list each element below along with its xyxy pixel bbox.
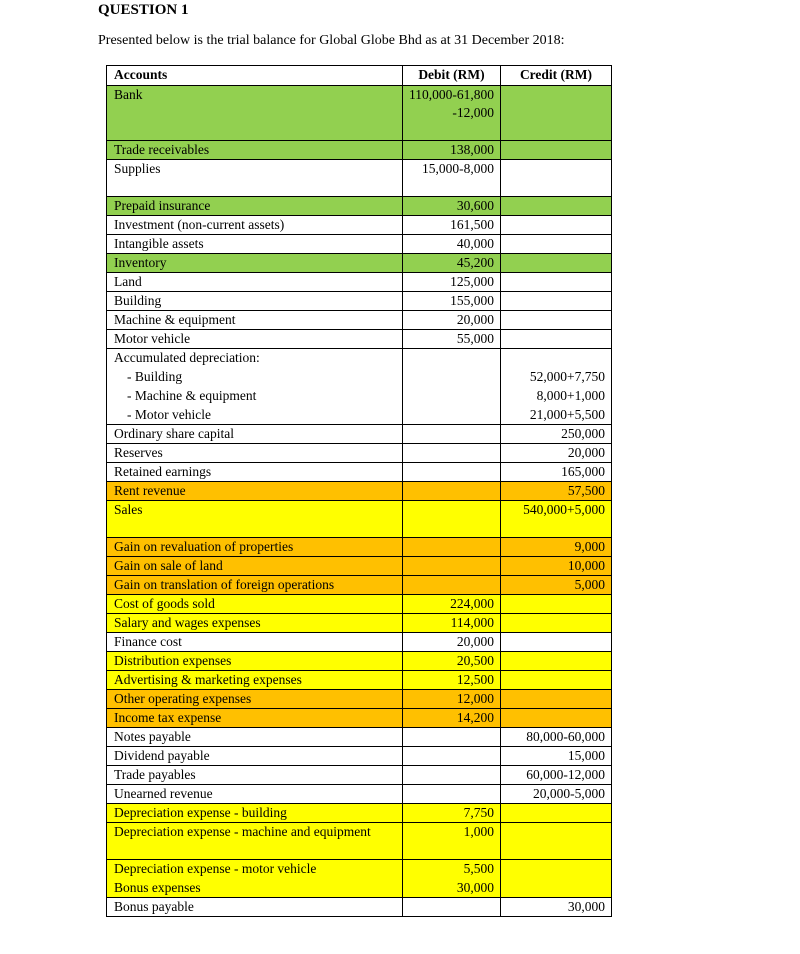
account-cell-text: Depreciation expense - machine and equipment [114,824,371,839]
credit-cell-text: 52,000+7,750 [529,368,605,384]
account-cell-text: Accumulated depreciation: [114,350,260,365]
credit-cell [501,406,612,425]
intro-text: Presented below is the trial balance for Global Globe Bhd as at 31 December 2018: [98,33,565,48]
debit-cell [403,216,501,235]
account-cell [107,160,403,197]
credit-cell [501,652,612,671]
credit-cell-text: 21,000+5,500 [529,406,605,422]
trial-balance-table [106,65,612,917]
debit-cell-text: 161,500 [450,217,494,232]
table-row [107,368,612,387]
credit-cell [501,216,612,235]
debit-cell-text: 20,000 [456,312,494,327]
debit-cell-text: 114,000 [450,615,494,630]
account-cell-text: Investment (non-current assets) [114,217,285,232]
table-row [107,235,612,254]
credit-cell-text: 20,000 [567,445,605,460]
account-cell [107,463,403,482]
debit-cell [403,595,501,614]
table-row [107,216,612,235]
account-cell-text: Intangible assets [114,236,204,251]
table-row [107,425,612,444]
credit-cell [501,349,612,368]
credit-cell-text: 5,000 [574,577,605,592]
table-row [107,538,612,557]
table-row [107,766,612,785]
account-cell [107,709,403,728]
account-cell-text: Unearned revenue [114,786,213,801]
debit-cell-text: 7,750 [463,805,494,820]
account-cell [107,254,403,273]
account-cell-text: Depreciation expense - building [114,805,287,820]
account-cell-text: Gain on sale of land [114,558,223,573]
account-cell [107,538,403,557]
account-cell-text: Bonus payable [114,899,194,914]
table-row [107,292,612,311]
account-cell [107,406,403,425]
account-cell-text: Bonus expenses [114,879,201,895]
credit-cell [501,368,612,387]
debit-cell [403,823,501,860]
account-cell [107,444,403,463]
table-row [107,595,612,614]
account-cell-text: Rent revenue [114,483,186,498]
credit-cell [501,197,612,216]
account-cell [107,368,403,387]
debit-cell-text: 110,000-61,800-12,000 [409,87,494,120]
account-cell [107,823,403,860]
question-heading: QUESTION 1 [98,2,189,18]
table-body [107,86,612,917]
account-cell [107,425,403,444]
table-row [107,387,612,406]
credit-cell-text: 165,000 [561,464,605,479]
account-cell [107,633,403,652]
account-cell-text: Income tax expense [114,710,222,725]
credit-cell [501,766,612,785]
account-cell-text: Trade payables [114,767,196,782]
credit-cell [501,860,612,879]
debit-cell [403,766,501,785]
account-cell-text: Cost of goods sold [114,596,215,611]
account-cell [107,671,403,690]
credit-cell-text: 60,000-12,000 [526,767,605,782]
debit-cell-text: 125,000 [450,274,494,289]
credit-cell [501,86,612,141]
account-cell-text: Trade receivables [114,142,210,157]
credit-cell [501,823,612,860]
table-row [107,633,612,652]
credit-cell-text: 30,000 [567,899,605,914]
debit-cell-text: 30,000 [456,879,494,895]
debit-cell [403,709,501,728]
debit-cell [403,463,501,482]
credit-cell [501,576,612,595]
credit-cell [501,614,612,633]
credit-cell [501,785,612,804]
debit-cell [403,501,501,538]
account-cell [107,197,403,216]
debit-cell [403,690,501,709]
debit-cell-text: 20,000 [456,634,494,649]
credit-cell [501,709,612,728]
account-cell [107,690,403,709]
account-cell-text: Gain on translation of foreign operations [114,577,335,592]
debit-cell-text: 40,000 [456,236,494,251]
debit-cell-text: 20,500 [456,653,494,668]
debit-cell [403,311,501,330]
debit-cell [403,728,501,747]
account-cell [107,652,403,671]
credit-cell [501,141,612,160]
table-row [107,86,612,141]
account-cell-text: - Motor vehicle [127,406,211,422]
debit-cell [403,368,501,387]
account-cell [107,804,403,823]
account-cell-text: Advertising & marketing expenses [114,672,302,687]
debit-cell [403,330,501,349]
debit-cell-text: 224,000 [450,596,494,611]
credit-cell-text: 20,000-5,000 [533,786,605,801]
table-row [107,671,612,690]
debit-cell-text: 14,200 [456,710,494,725]
account-cell [107,595,403,614]
table-row [107,349,612,368]
table-row [107,197,612,216]
table-row [107,879,612,898]
debit-cell [403,86,501,141]
credit-cell [501,879,612,898]
credit-cell [501,595,612,614]
account-cell [107,501,403,538]
account-cell [107,766,403,785]
debit-cell [403,444,501,463]
debit-cell-text: 55,000 [456,331,494,346]
table-row [107,311,612,330]
account-cell [107,482,403,501]
account-cell [107,141,403,160]
debit-cell [403,747,501,766]
debit-cell [403,141,501,160]
table-header-row [107,66,612,86]
account-cell-text: - Building [127,368,183,384]
debit-cell-text: 138,000 [450,142,494,157]
table-row [107,444,612,463]
debit-cell [403,576,501,595]
credit-cell [501,690,612,709]
table-row [107,804,612,823]
debit-cell-text: 45,200 [456,255,494,270]
credit-cell [501,330,612,349]
account-cell-text: Motor vehicle [114,331,191,346]
account-cell [107,879,403,898]
account-cell-text: Depreciation expense - motor vehicle [114,861,317,876]
debit-cell [403,652,501,671]
credit-cell-text: 15,000 [567,748,605,763]
debit-cell-text: 30,600 [456,198,494,213]
debit-cell [403,538,501,557]
account-cell [107,235,403,254]
table-row [107,141,612,160]
credit-cell [501,728,612,747]
account-cell-text: Reserves [114,445,163,460]
table-row [107,898,612,917]
credit-cell-text: 250,000 [561,426,605,441]
debit-cell [403,273,501,292]
account-cell [107,614,403,633]
credit-cell [501,444,612,463]
account-cell [107,747,403,766]
account-cell [107,785,403,804]
table-row [107,690,612,709]
account-cell-text: Machine & equipment [114,312,236,327]
debit-cell [403,614,501,633]
credit-cell [501,633,612,652]
debit-cell-text: 15,000-8,000 [422,161,494,176]
table-row [107,330,612,349]
table-row [107,709,612,728]
credit-cell-text: 540,000+5,000 [523,502,605,517]
credit-cell [501,425,612,444]
credit-cell-text: 10,000 [567,558,605,573]
credit-cell [501,254,612,273]
debit-cell [403,785,501,804]
credit-cell [501,804,612,823]
debit-cell [403,557,501,576]
credit-cell-text: 8,000+1,000 [536,387,605,403]
table-row [107,254,612,273]
table-row [107,406,612,425]
account-cell-text: Distribution expenses [114,653,232,668]
account-cell-text: Building [114,293,162,308]
credit-cell-text: 80,000-60,000 [526,729,605,744]
credit-cell [501,482,612,501]
account-cell [107,86,403,141]
debit-cell [403,235,501,254]
credit-cell [501,160,612,197]
debit-cell [403,804,501,823]
table-row [107,501,612,538]
account-cell [107,311,403,330]
table-row [107,160,612,197]
account-cell-text: Inventory [114,255,167,270]
credit-cell [501,463,612,482]
account-cell [107,292,403,311]
table-row [107,823,612,860]
table-row [107,747,612,766]
debit-cell [403,387,501,406]
debit-cell [403,633,501,652]
credit-cell [501,292,612,311]
credit-cell [501,898,612,917]
table-row [107,652,612,671]
credit-cell [501,538,612,557]
account-cell-text: Other operating expenses [114,691,252,706]
account-cell-text: Retained earnings [114,464,212,479]
account-cell [107,273,403,292]
debit-cell [403,425,501,444]
credit-cell [501,671,612,690]
credit-cell [501,235,612,254]
debit-cell [403,671,501,690]
account-cell-text: Sales [114,502,143,517]
account-cell-text: Bank [114,87,143,102]
account-cell [107,860,403,879]
table-row [107,463,612,482]
account-cell-text: Gain on revaluation of properties [114,539,294,554]
account-cell-text: Prepaid insurance [114,198,211,213]
account-cell [107,728,403,747]
debit-cell-text: 5,500 [463,861,494,876]
account-cell [107,557,403,576]
account-cell-text: Supplies [114,161,161,176]
table-row [107,728,612,747]
debit-cell [403,406,501,425]
table-row [107,576,612,595]
debit-cell [403,482,501,501]
account-cell [107,349,403,368]
account-cell-text: Dividend payable [114,748,210,763]
table-row [107,273,612,292]
debit-cell [403,860,501,879]
debit-header: Debit (RM) [403,66,501,86]
accounts-header: Accounts [107,66,403,86]
account-cell-text: Land [114,274,142,289]
debit-cell [403,197,501,216]
table-row [107,482,612,501]
credit-cell [501,311,612,330]
debit-cell [403,160,501,197]
credit-cell [501,273,612,292]
debit-cell-text: 12,500 [456,672,494,687]
credit-header: Credit (RM) [501,66,612,86]
debit-cell [403,254,501,273]
credit-cell [501,557,612,576]
account-cell [107,216,403,235]
credit-cell [501,387,612,406]
account-cell [107,898,403,917]
account-cell [107,330,403,349]
table-row [107,785,612,804]
debit-cell-text: 12,000 [456,691,494,706]
table-row [107,614,612,633]
credit-cell [501,501,612,538]
debit-cell-text: 1,000 [463,824,494,839]
debit-cell [403,349,501,368]
account-cell-text: Ordinary share capital [114,426,234,441]
debit-cell [403,292,501,311]
account-cell-text: Finance cost [114,634,182,649]
account-cell-text: Notes payable [114,729,191,744]
table-row [107,860,612,879]
table-row [107,557,612,576]
account-cell [107,576,403,595]
account-cell-text: - Machine & equipment [127,387,257,403]
debit-cell [403,898,501,917]
credit-cell-text: 9,000 [574,539,605,554]
account-cell-text: Salary and wages expenses [114,615,261,630]
debit-cell-text: 155,000 [450,293,494,308]
account-cell [107,387,403,406]
debit-cell [403,879,501,898]
credit-cell-text: 57,500 [567,483,605,498]
credit-cell [501,747,612,766]
